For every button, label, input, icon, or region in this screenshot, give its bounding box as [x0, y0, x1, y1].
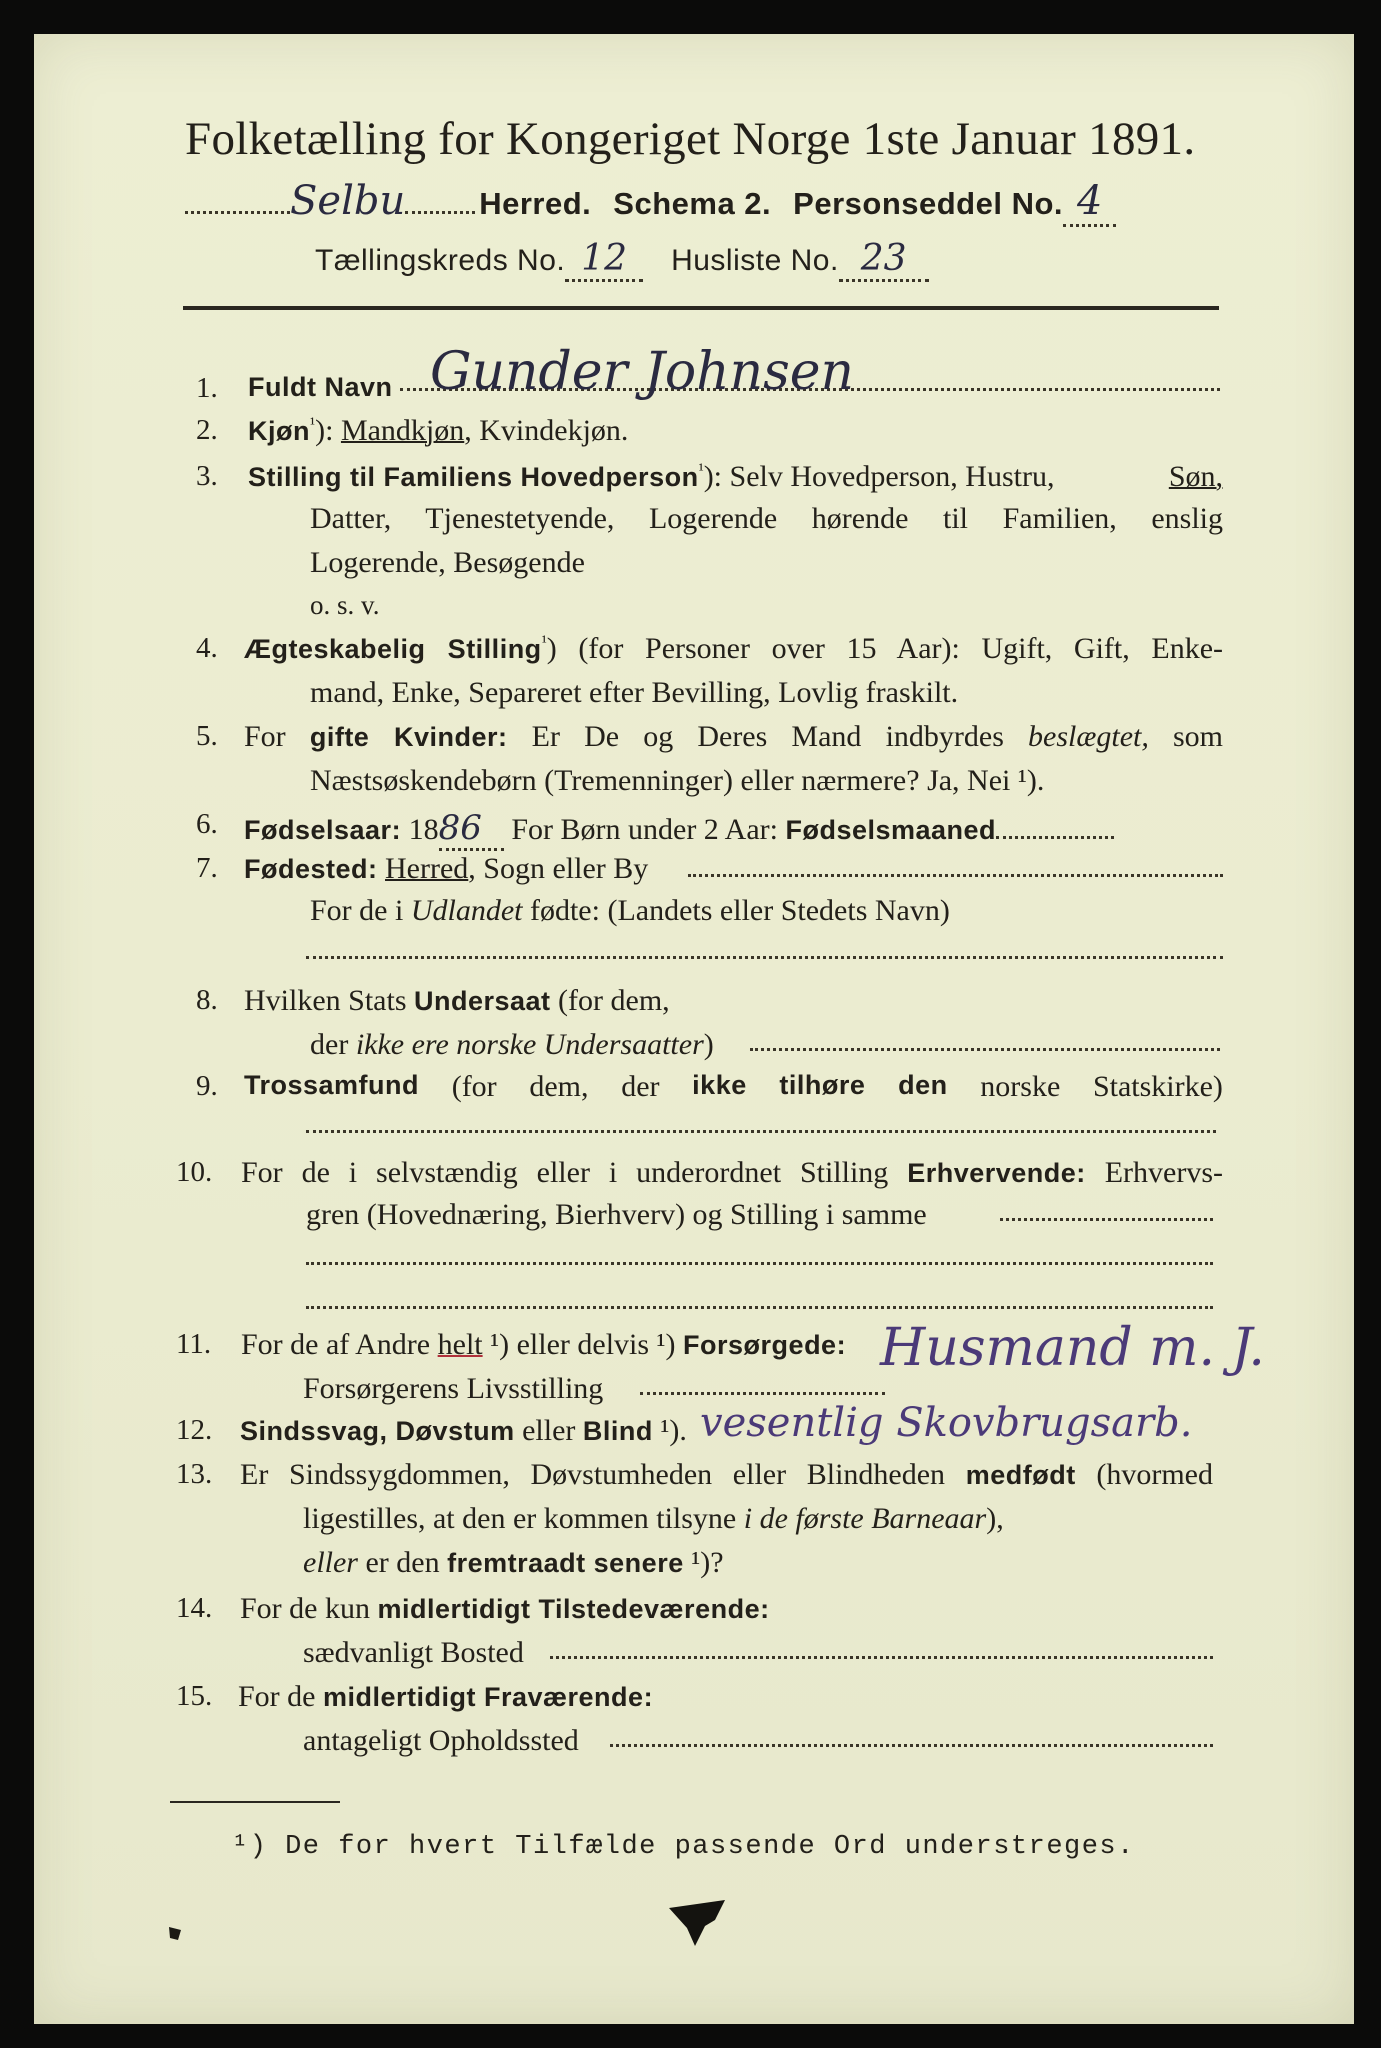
q12-value: vesentlig Skovbrugsarb. [700, 1400, 1193, 1446]
q2-opt-kvindekjon: , Kvindekjøn. [464, 414, 629, 447]
q4-label: Ægteskabelig Stilling [244, 634, 542, 664]
herred-dots [185, 211, 290, 214]
q9-w4: ikke [692, 1070, 747, 1100]
schema-label: Schema 2. [613, 186, 772, 221]
q9-w2: dem, [529, 1070, 589, 1103]
kreds-line [315, 238, 929, 279]
q5-line1-b: som [1148, 720, 1224, 753]
q6-number: 6. [196, 808, 218, 840]
q8-dotted-field [750, 1048, 1220, 1051]
q11-label: Forsørgede: [683, 1330, 847, 1360]
q3-line1-rest: ): Selv Hovedperson, Hustru, [703, 460, 1055, 493]
q10-line1 [241, 1156, 1223, 1190]
q14-dotted-field [550, 1656, 1213, 1659]
q12-number: 12. [176, 1414, 213, 1446]
ink-dot-left [166, 1924, 186, 1944]
q7-line2-b: fødte: (Landets eller Stedets Navn) [522, 894, 950, 927]
q13-line3-b: ¹)? [683, 1546, 724, 1579]
q5-pre: For [244, 720, 310, 753]
q8-label: Undersaat [414, 986, 551, 1016]
q8-line2-b: ) [703, 1028, 714, 1061]
q11-line1-b: ¹) eller delvis ¹) [482, 1328, 684, 1361]
header-divider [183, 306, 1219, 310]
q13-line3 [303, 1546, 724, 1580]
q6-mid: For Børn under 2 Aar: [503, 813, 786, 846]
herred-dots-2 [405, 211, 475, 214]
q3-line4: o. s. v. [310, 590, 380, 620]
q11-opt-helt: helt [437, 1328, 483, 1361]
q1-value: Gunder Johnsen [430, 342, 855, 402]
q14-label: midlertidigt Tilstedeværende: [377, 1594, 770, 1624]
q5-line2: Næstsøskendebørn (Tremenninger) eller nærmere? Ja, Nei ¹). [310, 764, 1045, 797]
q11-line1-a: For de af Andre [241, 1328, 438, 1361]
q15-number: 15. [176, 1680, 213, 1712]
q5-line1 [244, 720, 1223, 754]
q11-line2: Forsørgerens Livsstilling [303, 1372, 604, 1405]
ink-blot-mark [665, 1898, 735, 1958]
footnote-divider [170, 1801, 340, 1803]
husliste-value: 23 [839, 238, 929, 282]
herred-value: Selbu [290, 178, 406, 224]
q8-number: 8. [196, 984, 218, 1016]
q7-line2-a: For de i [310, 894, 411, 927]
q9-line [244, 1070, 1223, 1104]
q3-number: 3. [196, 460, 218, 492]
q1-label: Fuldt Navn [248, 372, 393, 402]
q9-label: Trossamfund [244, 1070, 420, 1100]
q8-line2 [310, 1028, 714, 1062]
herred-label: Herred. [479, 186, 592, 221]
q6-dotted-field [996, 836, 1114, 839]
q15-label: midlertidigt Fraværende: [323, 1682, 654, 1712]
q7-rest: , Sogn eller By [468, 852, 649, 885]
q3-line3: Logerende, Besøgende [310, 546, 585, 579]
q10-label: Erhvervende: [907, 1158, 1086, 1188]
footnote: ¹) De for hvert Tilfælde passende Ord understreges. [232, 1832, 1135, 1862]
husliste-label: Husliste No. [671, 244, 839, 277]
q4-line1-rest: ) (for Personer over 15 Aar): Ugift, Gift, Enke- [546, 632, 1223, 665]
q13-line2-b: ), [986, 1502, 1004, 1535]
q7-line2-italic: Udlandet [410, 894, 523, 927]
q8-rest: (for dem, [550, 984, 670, 1017]
q14-pre: For de kun [240, 1592, 378, 1625]
q13-line3-italic: eller [303, 1546, 358, 1579]
q11-value: Husmand m. J. [880, 1318, 1265, 1378]
q5-line1-a: Er De og Deres Mand indbyrdes [507, 720, 1029, 753]
q12-mid: eller [514, 1414, 583, 1447]
q3-opt-son: Søn, [1168, 460, 1223, 493]
q4-line2: mand, Enke, Separeret efter Bevilling, Lovlig fraskilt. [310, 676, 959, 709]
q10-line2: gren (Hovednæring, Bierhverv) og Stilling i samme [306, 1198, 927, 1231]
q7-label: Fødested: [244, 854, 378, 884]
q13-line1 [240, 1458, 1213, 1492]
q15-pre: For de [238, 1680, 323, 1713]
q9-dotted-field [306, 1130, 1216, 1133]
q7-dotted-field [688, 874, 1223, 877]
q5-number: 5. [196, 720, 218, 752]
q2-label: Kjøn [248, 416, 310, 446]
q12-label: Sindssvag, Døvstum [240, 1416, 515, 1446]
q12-rest: ¹). [652, 1414, 687, 1447]
q9-w7: norske [980, 1070, 1061, 1103]
q13-label2: fremtraadt senere [447, 1548, 684, 1578]
q7-dotted-field-2 [306, 956, 1223, 959]
q7-opt-herred: Herred [385, 852, 469, 885]
q9-w3: der [621, 1070, 660, 1103]
q13-line1-b: (hvormed [1075, 1458, 1213, 1491]
q10-dotted-field-2 [306, 1262, 1213, 1265]
q5-line1-italic: beslægtet, [1028, 720, 1149, 753]
q7-line2 [310, 894, 950, 928]
q13-line3-a: er den [357, 1546, 448, 1579]
q6-label2: Fødselsmaaned [785, 815, 997, 845]
personseddel-value: 4 [1063, 178, 1116, 227]
q14-line2: sædvanligt Bosted [303, 1636, 524, 1669]
q13-line1-a: Er Sindssygdommen, Døvstumheden eller Blindheden [240, 1458, 966, 1491]
q4-sup: ¹ [541, 632, 547, 651]
q6-value: 86 [439, 808, 504, 851]
q2-rest: ): [315, 414, 341, 447]
q8-pre: Hvilken Stats [244, 984, 414, 1017]
q10-number: 10. [176, 1156, 213, 1188]
q2-number: 2. [196, 414, 218, 446]
q9-w5: tilhøre [779, 1070, 866, 1100]
q3-label: Stilling til Familiens Hovedperson [248, 462, 699, 492]
q9-w6: den [898, 1070, 948, 1100]
q13-line2-italic: i de første Barneaar [743, 1502, 987, 1535]
q3-line1 [248, 460, 1223, 494]
q2-line [248, 414, 628, 448]
q15-dotted-field [610, 1744, 1213, 1747]
q9-w8: Statskirke) [1092, 1070, 1223, 1103]
q7-line1 [244, 852, 648, 886]
q10-dotted-field [1000, 1218, 1213, 1221]
q10-dotted-field-3 [306, 1306, 1213, 1309]
form-title: Folketælling for Kongeriget Norge 1ste Januar 1891. [185, 113, 1196, 165]
q13-line2-a: ligestilles, at den er kommen tilsyne [303, 1502, 744, 1535]
q11-line1 [241, 1328, 846, 1362]
q11-dotted-field [640, 1392, 885, 1395]
q1-number: 1. [196, 372, 218, 404]
q15-line2: antageligt Opholdssted [303, 1724, 579, 1757]
q11-number: 11. [176, 1328, 212, 1360]
q4-line1 [244, 632, 1223, 666]
q6-label: Fødselsaar: [244, 815, 402, 845]
q5-label: gifte Kvinder: [309, 722, 508, 752]
q8-line2-italic: ikke ere norske Undersaatter [355, 1028, 704, 1061]
q8-line2-a: der [310, 1028, 356, 1061]
q6-line [244, 808, 1224, 848]
q3-sup: ¹ [698, 460, 704, 479]
q2-sup: ¹ [310, 414, 316, 433]
q12-line [240, 1414, 687, 1448]
q13-line2 [303, 1502, 1004, 1536]
q13-number: 13. [176, 1458, 213, 1490]
personseddel-label: Personseddel No. [793, 186, 1064, 221]
q2-opt-mandkjon: Mandkjøn [340, 414, 465, 447]
q13-label: medfødt [965, 1460, 1076, 1490]
kreds-label: Tællingskreds No. [315, 244, 566, 277]
q12-label2: Blind [582, 1416, 653, 1446]
q10-line1-a: For de i selvstændig eller i underordnet Stilling [241, 1156, 908, 1189]
q10-line1-b: Erhvervs- [1085, 1156, 1223, 1189]
q6-prefix: 18 [401, 813, 439, 846]
kreds-value: 12 [565, 238, 643, 282]
herred-line [185, 178, 1116, 224]
q9-number: 9. [196, 1070, 218, 1102]
q3-line2: Datter, Tjenestetyende, Logerende hørende til Familien, enslig [310, 502, 1223, 535]
q7-number: 7. [196, 852, 218, 884]
q8-line1 [244, 984, 670, 1018]
q14-number: 14. [176, 1592, 213, 1624]
q4-number: 4. [196, 632, 218, 664]
q14-line1 [240, 1592, 770, 1626]
q9-w1: (for [451, 1070, 497, 1103]
q15-line1 [238, 1680, 653, 1714]
